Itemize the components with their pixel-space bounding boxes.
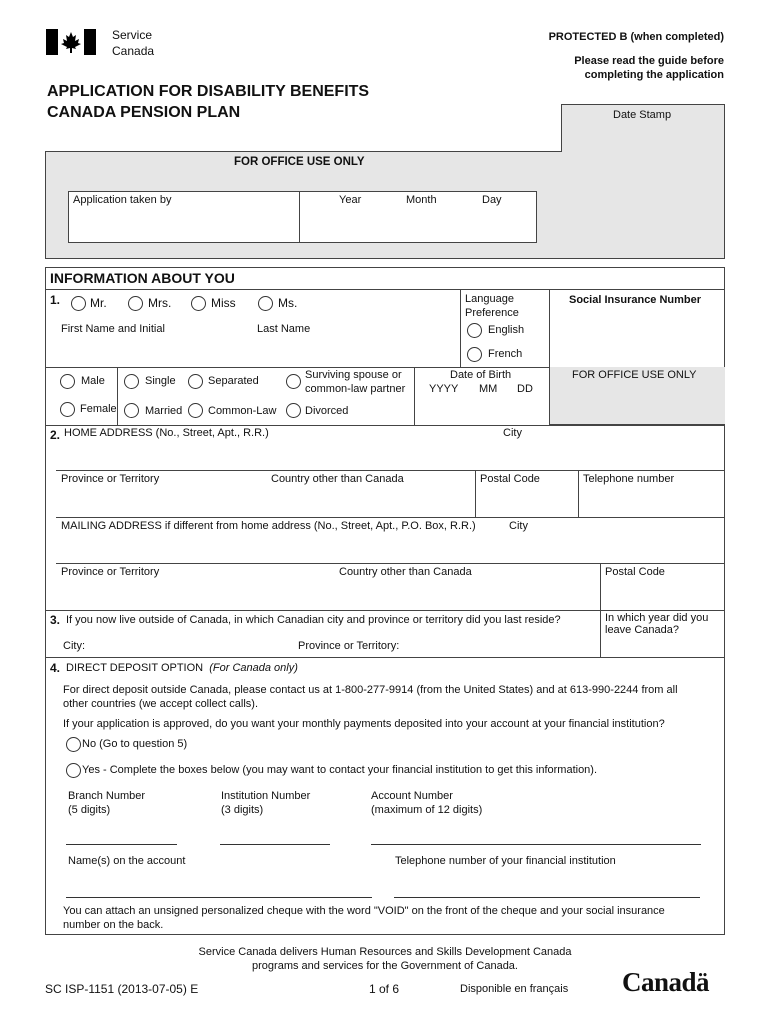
account-number-input[interactable] xyxy=(371,844,701,845)
home-country-label: Country other than Canada xyxy=(271,473,404,485)
sex-male-radio[interactable] xyxy=(60,374,75,389)
void-cheque-note-line2: number on the back. xyxy=(63,919,164,931)
page-number: 1 of 6 xyxy=(369,982,400,996)
guide-note-line1: Please read the guide before xyxy=(574,55,724,67)
home-province-label: Province or Territory xyxy=(61,473,160,485)
canada-wordmark: Canadä xyxy=(622,967,710,997)
section4-number: 4. xyxy=(50,661,61,675)
form-title-line2: CANADA PENSION PLAN xyxy=(47,104,241,121)
section2-number: 2. xyxy=(50,428,61,442)
home-address-input[interactable] xyxy=(46,442,724,470)
year-left-canada-line1: In which year did you xyxy=(605,612,709,624)
title-miss-radio[interactable] xyxy=(191,296,206,311)
date-stamp-box[interactable] xyxy=(561,104,725,259)
home-city-label: City xyxy=(503,427,522,439)
mailing-city-label: City xyxy=(509,520,528,532)
deposit-yes-label: Yes - Complete the boxes below (you may want to contact your financial institution to get this information). xyxy=(82,764,598,776)
status-surviving-radio[interactable] xyxy=(286,374,301,389)
footer-note-line1: Service Canada delivers Human Resources and Skills Development Canada xyxy=(198,946,572,958)
sex-male-label: Male xyxy=(81,375,105,387)
title-mr-label: Mr. xyxy=(90,296,107,310)
dept-name-line1: Service xyxy=(112,28,153,42)
branch-number-input[interactable] xyxy=(66,844,177,845)
title-mr-radio[interactable] xyxy=(71,296,86,311)
void-cheque-note-line1: You can attach an unsigned personalized cheque with the word "VOID" on the front of the cheque and your social insurance xyxy=(63,905,665,917)
sex-female-radio[interactable] xyxy=(60,402,75,417)
status-surviving-label-line1: Surviving spouse or xyxy=(305,369,402,381)
direct-deposit-info-line1: For direct deposit outside Canada, please contact us at 1-800-277-9914 (from the United States) and at 613-990-2244 from all xyxy=(63,684,678,696)
section1-heading: INFORMATION ABOUT YOU xyxy=(50,270,235,286)
branch-number-label-line1: Branch Number xyxy=(68,790,146,802)
section1-number: 1. xyxy=(50,293,61,307)
office-year-label: Year xyxy=(339,194,362,206)
french-available-link[interactable]: Disponible en français xyxy=(460,983,569,995)
home-address-label: HOME ADDRESS (No., Street, Apt., R.R.) xyxy=(64,427,269,439)
last-city-label: City: xyxy=(63,640,85,652)
home-phone-label: Telephone number xyxy=(583,473,675,485)
section3-question: If you now live outside of Canada, in which Canadian city and province or territory did you last reside? xyxy=(66,614,561,626)
dob-label: Date of Birth xyxy=(450,369,512,381)
mailing-province-label: Province or Territory xyxy=(61,566,160,578)
language-label-line2: Preference xyxy=(465,307,519,319)
status-surviving-label-line2: common-law partner xyxy=(305,383,406,395)
last-province-label: Province or Territory: xyxy=(298,640,400,652)
account-number-label-line1: Account Number xyxy=(371,790,453,802)
language-french-radio[interactable] xyxy=(467,347,482,362)
institution-number-label-line1: Institution Number xyxy=(221,790,311,802)
mailing-address-label: MAILING ADDRESS if different from home address (No., Street, Apt., P.O. Box, R.R.) xyxy=(61,520,476,532)
mailing-address-input[interactable] xyxy=(46,535,724,563)
deposit-no-label: No (Go to question 5) xyxy=(82,738,188,750)
mailing-country-label: Country other than Canada xyxy=(339,566,472,578)
status-common-law-radio[interactable] xyxy=(188,403,203,418)
first-name-label: First Name and Initial xyxy=(61,323,165,335)
title-miss-label: Miss xyxy=(211,296,236,310)
language-french-label: French xyxy=(488,348,523,360)
office-use-heading: FOR OFFICE USE ONLY xyxy=(234,156,365,168)
office-use-sin-label: FOR OFFICE USE ONLY xyxy=(572,369,697,381)
language-english-radio[interactable] xyxy=(467,323,482,338)
dob-yyyy-label: YYYY xyxy=(429,383,459,395)
account-names-label: Name(s) on the account xyxy=(68,855,186,867)
status-separated-radio[interactable] xyxy=(188,374,203,389)
status-separated-label: Separated xyxy=(208,375,259,387)
financial-phone-label: Telephone number of your financial institution xyxy=(395,855,616,867)
last-name-label: Last Name xyxy=(257,323,311,335)
section3-number: 3. xyxy=(50,613,61,627)
office-month-label: Month xyxy=(406,194,437,206)
status-married-label: Married xyxy=(145,405,183,417)
dob-dd-label: DD xyxy=(517,383,533,395)
deposit-yes-radio[interactable] xyxy=(66,763,81,778)
guide-note-line2: completing the application xyxy=(584,69,724,81)
direct-deposit-question: If your application is approved, do you want your monthly payments deposited into your account at your financial institution? xyxy=(63,718,665,730)
form-id: SC ISP-1151 (2013-07-05) E xyxy=(45,982,199,996)
status-married-radio[interactable] xyxy=(124,403,139,418)
mailing-postal-label: Postal Code xyxy=(605,566,665,578)
direct-deposit-heading: DIRECT DEPOSIT OPTION (For Canada only) xyxy=(66,662,298,674)
sex-female-label: Female xyxy=(80,403,117,415)
status-common-law-label: Common-Law xyxy=(208,405,277,417)
protected-label: PROTECTED B (when completed) xyxy=(548,31,724,43)
footer-note-line2: programs and services for the Government of Canada. xyxy=(252,960,518,972)
account-names-input[interactable] xyxy=(66,897,372,898)
form-title-line1: APPLICATION FOR DISABILITY BENEFITS xyxy=(47,83,370,100)
title-ms-label: Ms. xyxy=(278,296,298,310)
status-single-radio[interactable] xyxy=(124,374,139,389)
application-taken-by-label: Application taken by xyxy=(73,194,172,206)
sin-label: Social Insurance Number xyxy=(569,294,702,306)
office-day-label: Day xyxy=(482,194,502,206)
dob-mm-label: MM xyxy=(479,383,498,395)
title-mrs-label: Mrs. xyxy=(148,296,172,310)
date-stamp-label: Date Stamp xyxy=(613,109,672,121)
direct-deposit-info-line2: other countries (we accept collect calls). xyxy=(63,698,259,710)
home-postal-label: Postal Code xyxy=(480,473,540,485)
language-label-line1: Language xyxy=(465,293,514,305)
deposit-no-radio[interactable] xyxy=(66,737,81,752)
institution-number-label-line2: (3 digits) xyxy=(221,804,264,816)
status-divorced-radio[interactable] xyxy=(286,403,301,418)
canada-flag-logo xyxy=(46,29,96,55)
financial-phone-input[interactable] xyxy=(394,897,700,898)
dept-name-line2: Canada xyxy=(112,44,155,58)
sin-input[interactable] xyxy=(550,310,724,366)
branch-number-label-line2: (5 digits) xyxy=(68,804,111,816)
title-ms-radio[interactable] xyxy=(258,296,273,311)
institution-number-input[interactable] xyxy=(220,844,330,845)
account-number-label-line2: (maximum of 12 digits) xyxy=(371,804,483,816)
title-mrs-radio[interactable] xyxy=(128,296,143,311)
status-single-label: Single xyxy=(145,375,176,387)
language-english-label: English xyxy=(488,324,525,336)
year-left-canada-line2: leave Canada? xyxy=(605,624,680,636)
status-divorced-label: Divorced xyxy=(305,405,349,417)
